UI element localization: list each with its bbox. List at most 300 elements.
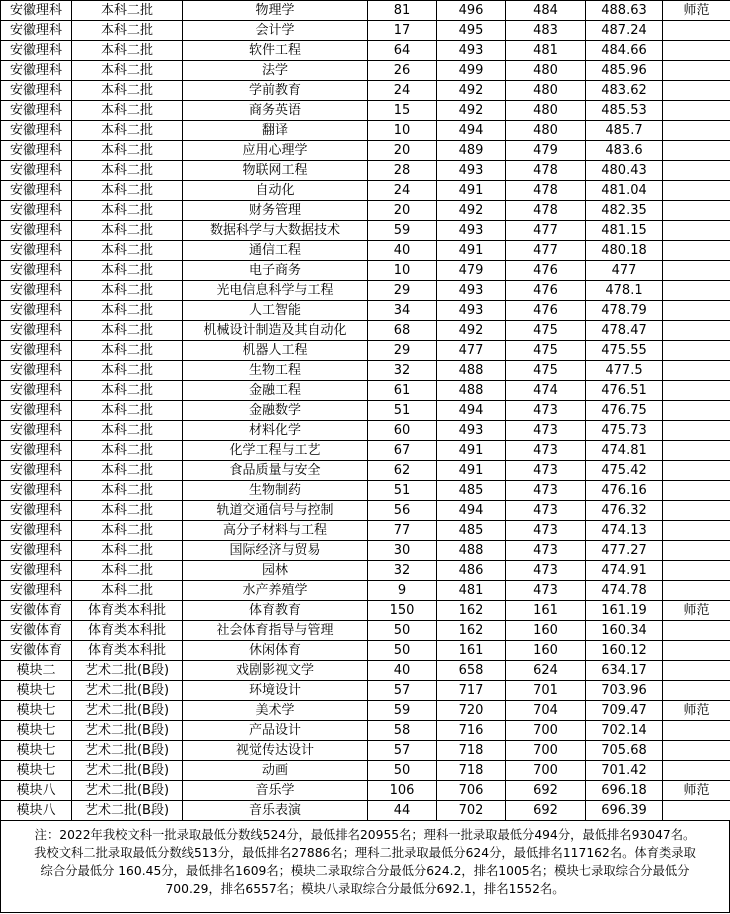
avg-score-cell: 476.16 <box>586 481 663 501</box>
footnote-line-4: 700.29，排名6557名；模块八录取综合分最低分692.1，排名1552名。 <box>165 882 565 896</box>
batch-cell: 本科二批 <box>72 361 183 381</box>
batch-cell: 本科二批 <box>72 521 183 541</box>
plan-count-cell: 40 <box>368 661 437 681</box>
batch-cell: 本科二批 <box>72 341 183 361</box>
major-cell: 电子商务 <box>183 261 368 281</box>
province-type-cell: 模块二 <box>1 661 72 681</box>
plan-count-cell: 68 <box>368 321 437 341</box>
province-type-cell: 安徽理科 <box>1 21 72 41</box>
max-score-cell: 658 <box>437 661 506 681</box>
plan-count-cell: 40 <box>368 241 437 261</box>
avg-score-cell: 475.55 <box>586 341 663 361</box>
table-row <box>1 101 730 121</box>
min-score-cell: 474 <box>506 381 586 401</box>
table-row <box>1 141 730 161</box>
plan-count-cell: 77 <box>368 521 437 541</box>
province-type-cell: 安徽理科 <box>1 481 72 501</box>
remark-cell <box>663 41 730 61</box>
plan-count-cell: 150 <box>368 601 437 621</box>
plan-count-cell: 30 <box>368 541 437 561</box>
remark-cell <box>663 341 730 361</box>
table-row <box>1 801 730 821</box>
province-type-cell: 安徽体育 <box>1 601 72 621</box>
province-type-cell: 安徽理科 <box>1 101 72 121</box>
major-cell: 化学工程与工艺 <box>183 441 368 461</box>
avg-score-cell: 480.18 <box>586 241 663 261</box>
table-row <box>1 201 730 221</box>
avg-score-cell: 478.47 <box>586 321 663 341</box>
max-score-cell: 493 <box>437 301 506 321</box>
avg-score-cell: 478.1 <box>586 281 663 301</box>
table-row <box>1 781 730 801</box>
table-row <box>1 541 730 561</box>
max-score-cell: 491 <box>437 461 506 481</box>
major-cell: 材料化学 <box>183 421 368 441</box>
batch-cell: 本科二批 <box>72 321 183 341</box>
min-score-cell: 476 <box>506 281 586 301</box>
major-cell: 软件工程 <box>183 41 368 61</box>
plan-count-cell: 57 <box>368 741 437 761</box>
min-score-cell: 160 <box>506 641 586 661</box>
avg-score-cell: 485.96 <box>586 61 663 81</box>
min-score-cell: 473 <box>506 521 586 541</box>
province-type-cell: 安徽理科 <box>1 381 72 401</box>
remark-cell <box>663 681 730 701</box>
max-score-cell: 702 <box>437 801 506 821</box>
major-cell: 自动化 <box>183 181 368 201</box>
max-score-cell: 493 <box>437 221 506 241</box>
table-row <box>1 161 730 181</box>
plan-count-cell: 58 <box>368 721 437 741</box>
avg-score-cell: 484.66 <box>586 41 663 61</box>
plan-count-cell: 67 <box>368 441 437 461</box>
table-row <box>1 521 730 541</box>
province-type-cell: 安徽理科 <box>1 61 72 81</box>
major-cell: 金融工程 <box>183 381 368 401</box>
batch-cell: 本科二批 <box>72 201 183 221</box>
plan-count-cell: 50 <box>368 621 437 641</box>
remark-cell <box>663 321 730 341</box>
table-row <box>1 61 730 81</box>
table-row <box>1 81 730 101</box>
avg-score-cell: 703.96 <box>586 681 663 701</box>
remark-cell <box>663 801 730 821</box>
max-score-cell: 718 <box>437 741 506 761</box>
batch-cell: 本科二批 <box>72 21 183 41</box>
min-score-cell: 473 <box>506 561 586 581</box>
table-row <box>1 641 730 661</box>
max-score-cell: 162 <box>437 601 506 621</box>
remark-cell <box>663 241 730 261</box>
province-type-cell: 安徽理科 <box>1 41 72 61</box>
avg-score-cell: 705.68 <box>586 741 663 761</box>
max-score-cell: 485 <box>437 481 506 501</box>
avg-score-cell: 485.53 <box>586 101 663 121</box>
batch-cell: 体育类本科批 <box>72 601 183 621</box>
major-cell: 休闲体育 <box>183 641 368 661</box>
remark-cell <box>663 561 730 581</box>
batch-cell: 艺术二批(B段) <box>72 801 183 821</box>
max-score-cell: 477 <box>437 341 506 361</box>
footnote-line-2: 我校文科二批录取最低分数线513分，最低排名27886名；理科二批录取最低分624分，最低排名117162名。体育类录取 <box>34 846 696 860</box>
province-type-cell: 安徽理科 <box>1 341 72 361</box>
batch-cell: 本科二批 <box>72 141 183 161</box>
plan-count-cell: 44 <box>368 801 437 821</box>
min-score-cell: 700 <box>506 761 586 781</box>
plan-count-cell: 9 <box>368 581 437 601</box>
province-type-cell: 安徽理科 <box>1 361 72 381</box>
major-cell: 物理学 <box>183 1 368 21</box>
batch-cell: 本科二批 <box>72 101 183 121</box>
major-cell: 机器人工程 <box>183 341 368 361</box>
avg-score-cell: 634.17 <box>586 661 663 681</box>
remark-cell: 师范 <box>663 601 730 621</box>
table-row <box>1 621 730 641</box>
min-score-cell: 692 <box>506 801 586 821</box>
plan-count-cell: 29 <box>368 341 437 361</box>
avg-score-cell: 485.7 <box>586 121 663 141</box>
major-cell: 食品质量与安全 <box>183 461 368 481</box>
avg-score-cell: 478.79 <box>586 301 663 321</box>
min-score-cell: 478 <box>506 181 586 201</box>
batch-cell: 本科二批 <box>72 41 183 61</box>
province-type-cell: 安徽理科 <box>1 541 72 561</box>
max-score-cell: 162 <box>437 621 506 641</box>
table-row <box>1 761 730 781</box>
max-score-cell: 491 <box>437 441 506 461</box>
table-row <box>1 581 730 601</box>
plan-count-cell: 50 <box>368 761 437 781</box>
major-cell: 机械设计制造及其自动化 <box>183 321 368 341</box>
table-row <box>1 41 730 61</box>
remark-cell <box>663 441 730 461</box>
plan-count-cell: 61 <box>368 381 437 401</box>
table-row <box>1 561 730 581</box>
province-type-cell: 安徽理科 <box>1 141 72 161</box>
remark-cell <box>663 541 730 561</box>
table-row <box>1 421 730 441</box>
table-row <box>1 21 730 41</box>
max-score-cell: 494 <box>437 401 506 421</box>
major-cell: 轨道交通信号与控制 <box>183 501 368 521</box>
plan-count-cell: 59 <box>368 221 437 241</box>
batch-cell: 本科二批 <box>72 61 183 81</box>
province-type-cell: 安徽理科 <box>1 301 72 321</box>
min-score-cell: 701 <box>506 681 586 701</box>
avg-score-cell: 477.5 <box>586 361 663 381</box>
remark-cell <box>663 461 730 481</box>
avg-score-cell: 482.35 <box>586 201 663 221</box>
table-row <box>1 741 730 761</box>
batch-cell: 本科二批 <box>72 541 183 561</box>
avg-score-cell: 696.18 <box>586 781 663 801</box>
batch-cell: 本科二批 <box>72 1 183 21</box>
province-type-cell: 模块七 <box>1 761 72 781</box>
avg-score-cell: 483.62 <box>586 81 663 101</box>
min-score-cell: 473 <box>506 401 586 421</box>
max-score-cell: 493 <box>437 421 506 441</box>
avg-score-cell: 474.78 <box>586 581 663 601</box>
min-score-cell: 480 <box>506 101 586 121</box>
min-score-cell: 480 <box>506 121 586 141</box>
remark-cell <box>663 621 730 641</box>
max-score-cell: 494 <box>437 501 506 521</box>
remark-cell <box>663 141 730 161</box>
batch-cell: 本科二批 <box>72 461 183 481</box>
min-score-cell: 478 <box>506 161 586 181</box>
remark-cell <box>663 101 730 121</box>
remark-cell: 师范 <box>663 781 730 801</box>
province-type-cell: 安徽理科 <box>1 421 72 441</box>
major-cell: 翻译 <box>183 121 368 141</box>
remark-cell <box>663 281 730 301</box>
table-row <box>1 181 730 201</box>
max-score-cell: 479 <box>437 261 506 281</box>
major-cell: 生物制药 <box>183 481 368 501</box>
avg-score-cell: 701.42 <box>586 761 663 781</box>
avg-score-cell: 474.91 <box>586 561 663 581</box>
major-cell: 音乐表演 <box>183 801 368 821</box>
min-score-cell: 700 <box>506 741 586 761</box>
min-score-cell: 473 <box>506 461 586 481</box>
avg-score-cell: 488.63 <box>586 1 663 21</box>
batch-cell: 艺术二批(B段) <box>72 761 183 781</box>
avg-score-cell: 476.32 <box>586 501 663 521</box>
batch-cell: 艺术二批(B段) <box>72 701 183 721</box>
major-cell: 学前教育 <box>183 81 368 101</box>
min-score-cell: 480 <box>506 61 586 81</box>
major-cell: 社会体育指导与管理 <box>183 621 368 641</box>
remark-cell <box>663 641 730 661</box>
plan-count-cell: 106 <box>368 781 437 801</box>
plan-count-cell: 17 <box>368 21 437 41</box>
max-score-cell: 720 <box>437 701 506 721</box>
max-score-cell: 493 <box>437 161 506 181</box>
max-score-cell: 492 <box>437 81 506 101</box>
plan-count-cell: 59 <box>368 701 437 721</box>
remark-cell <box>663 61 730 81</box>
max-score-cell: 491 <box>437 181 506 201</box>
province-type-cell: 安徽理科 <box>1 441 72 461</box>
batch-cell: 本科二批 <box>72 381 183 401</box>
batch-cell: 本科二批 <box>72 481 183 501</box>
max-score-cell: 492 <box>437 201 506 221</box>
min-score-cell: 477 <box>506 241 586 261</box>
major-cell: 物联网工程 <box>183 161 368 181</box>
province-type-cell: 安徽理科 <box>1 321 72 341</box>
max-score-cell: 492 <box>437 101 506 121</box>
batch-cell: 本科二批 <box>72 161 183 181</box>
avg-score-cell: 160.34 <box>586 621 663 641</box>
avg-score-cell: 475.42 <box>586 461 663 481</box>
max-score-cell: 488 <box>437 381 506 401</box>
batch-cell: 艺术二批(B段) <box>72 781 183 801</box>
remark-cell <box>663 421 730 441</box>
province-type-cell: 安徽理科 <box>1 121 72 141</box>
table-body <box>1 1 730 821</box>
avg-score-cell: 487.24 <box>586 21 663 41</box>
batch-cell: 艺术二批(B段) <box>72 721 183 741</box>
table-row <box>1 241 730 261</box>
plan-count-cell: 29 <box>368 281 437 301</box>
province-type-cell: 安徽理科 <box>1 261 72 281</box>
major-cell: 人工智能 <box>183 301 368 321</box>
plan-count-cell: 20 <box>368 141 437 161</box>
major-cell: 环境设计 <box>183 681 368 701</box>
province-type-cell: 安徽理科 <box>1 241 72 261</box>
major-cell: 生物工程 <box>183 361 368 381</box>
plan-count-cell: 32 <box>368 561 437 581</box>
remark-cell <box>663 181 730 201</box>
footnote-line-1: 注：2022年我校文科一批录取最低分数线524分，最低排名20955名；理科一批录取最低分494分，最低排名93047名。 <box>34 828 696 842</box>
major-cell: 动画 <box>183 761 368 781</box>
min-score-cell: 624 <box>506 661 586 681</box>
max-score-cell: 486 <box>437 561 506 581</box>
remark-cell <box>663 81 730 101</box>
plan-count-cell: 10 <box>368 261 437 281</box>
remark-cell <box>663 401 730 421</box>
major-cell: 通信工程 <box>183 241 368 261</box>
plan-count-cell: 20 <box>368 201 437 221</box>
table-row <box>1 681 730 701</box>
avg-score-cell: 481.04 <box>586 181 663 201</box>
max-score-cell: 718 <box>437 761 506 781</box>
plan-count-cell: 81 <box>368 1 437 21</box>
table-row <box>1 341 730 361</box>
table-row <box>1 381 730 401</box>
province-type-cell: 模块七 <box>1 681 72 701</box>
remark-cell <box>663 261 730 281</box>
remark-cell <box>663 121 730 141</box>
footnote-line-3: 综合分最低分 160.45分，最低排名1609名；模块二录取综合分最低分624.2，排名1005名；模块七录取综合分最低分 <box>40 864 690 878</box>
major-cell: 视觉传达设计 <box>183 741 368 761</box>
table-row <box>1 481 730 501</box>
plan-count-cell: 10 <box>368 121 437 141</box>
max-score-cell: 481 <box>437 581 506 601</box>
min-score-cell: 476 <box>506 261 586 281</box>
batch-cell: 本科二批 <box>72 401 183 421</box>
table-row <box>1 401 730 421</box>
plan-count-cell: 50 <box>368 641 437 661</box>
min-score-cell: 473 <box>506 581 586 601</box>
batch-cell: 本科二批 <box>72 121 183 141</box>
remark-cell <box>663 581 730 601</box>
major-cell: 数据科学与大数据技术 <box>183 221 368 241</box>
batch-cell: 本科二批 <box>72 441 183 461</box>
table-row <box>1 121 730 141</box>
batch-cell: 艺术二批(B段) <box>72 741 183 761</box>
plan-count-cell: 24 <box>368 181 437 201</box>
table-row <box>1 301 730 321</box>
remark-cell <box>663 521 730 541</box>
avg-score-cell: 481.15 <box>586 221 663 241</box>
province-type-cell: 安徽理科 <box>1 161 72 181</box>
major-cell: 音乐学 <box>183 781 368 801</box>
avg-score-cell: 474.81 <box>586 441 663 461</box>
avg-score-cell: 477 <box>586 261 663 281</box>
province-type-cell: 安徽理科 <box>1 201 72 221</box>
province-type-cell: 安徽理科 <box>1 181 72 201</box>
avg-score-cell: 160.12 <box>586 641 663 661</box>
plan-count-cell: 57 <box>368 681 437 701</box>
table-row <box>1 441 730 461</box>
major-cell: 园林 <box>183 561 368 581</box>
plan-count-cell: 64 <box>368 41 437 61</box>
province-type-cell: 安徽理科 <box>1 501 72 521</box>
province-type-cell: 安徽理科 <box>1 461 72 481</box>
max-score-cell: 489 <box>437 141 506 161</box>
major-cell: 应用心理学 <box>183 141 368 161</box>
remark-cell <box>663 381 730 401</box>
province-type-cell: 安徽理科 <box>1 521 72 541</box>
plan-count-cell: 15 <box>368 101 437 121</box>
min-score-cell: 484 <box>506 1 586 21</box>
plan-count-cell: 51 <box>368 401 437 421</box>
min-score-cell: 479 <box>506 141 586 161</box>
province-type-cell: 安徽体育 <box>1 621 72 641</box>
major-cell: 会计学 <box>183 21 368 41</box>
avg-score-cell: 696.39 <box>586 801 663 821</box>
min-score-cell: 478 <box>506 201 586 221</box>
batch-cell: 体育类本科批 <box>72 621 183 641</box>
max-score-cell: 496 <box>437 1 506 21</box>
min-score-cell: 480 <box>506 81 586 101</box>
footnote <box>0 821 730 913</box>
batch-cell: 本科二批 <box>72 181 183 201</box>
table-row <box>1 461 730 481</box>
max-score-cell: 495 <box>437 21 506 41</box>
avg-score-cell: 709.47 <box>586 701 663 721</box>
min-score-cell: 477 <box>506 221 586 241</box>
remark-cell <box>663 501 730 521</box>
remark-cell <box>663 21 730 41</box>
batch-cell: 本科二批 <box>72 281 183 301</box>
remark-cell <box>663 201 730 221</box>
province-type-cell: 模块八 <box>1 801 72 821</box>
batch-cell: 本科二批 <box>72 241 183 261</box>
remark-cell <box>663 481 730 501</box>
max-score-cell: 706 <box>437 781 506 801</box>
batch-cell: 本科二批 <box>72 301 183 321</box>
min-score-cell: 704 <box>506 701 586 721</box>
plan-count-cell: 34 <box>368 301 437 321</box>
batch-cell: 本科二批 <box>72 421 183 441</box>
major-cell: 高分子材料与工程 <box>183 521 368 541</box>
major-cell: 美术学 <box>183 701 368 721</box>
max-score-cell: 717 <box>437 681 506 701</box>
max-score-cell: 161 <box>437 641 506 661</box>
min-score-cell: 160 <box>506 621 586 641</box>
province-type-cell: 安徽理科 <box>1 1 72 21</box>
avg-score-cell: 477.27 <box>586 541 663 561</box>
table-row <box>1 321 730 341</box>
max-score-cell: 494 <box>437 121 506 141</box>
batch-cell: 体育类本科批 <box>72 641 183 661</box>
min-score-cell: 483 <box>506 21 586 41</box>
batch-cell: 本科二批 <box>72 581 183 601</box>
max-score-cell: 488 <box>437 541 506 561</box>
province-type-cell: 模块七 <box>1 701 72 721</box>
table-row <box>1 221 730 241</box>
plan-count-cell: 26 <box>368 61 437 81</box>
plan-count-cell: 32 <box>368 361 437 381</box>
province-type-cell: 安徽理科 <box>1 581 72 601</box>
major-cell: 光电信息科学与工程 <box>183 281 368 301</box>
batch-cell: 本科二批 <box>72 221 183 241</box>
major-cell: 法学 <box>183 61 368 81</box>
table-row <box>1 721 730 741</box>
batch-cell: 本科二批 <box>72 261 183 281</box>
